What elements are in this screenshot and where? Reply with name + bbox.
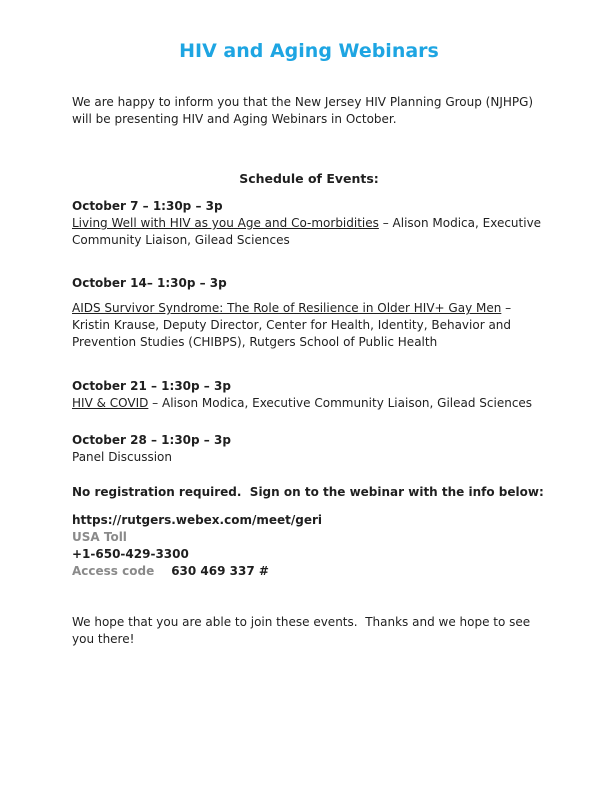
intro-paragraph: We are happy to inform you that the New Jersey HIV Planning Group (NJHPG) will be presenting HIV and Aging Webinars in October. (72, 95, 534, 126)
event-description (72, 215, 546, 249)
webinar-url: https://rutgers.webex.com/meet/geri (72, 513, 323, 527)
presenter-info: – Alison Modica, Executive Community Liaison, Gilead Sciences (148, 396, 533, 410)
session-title: HIV & COVID (72, 396, 149, 410)
registration-note: No registration required. Sign on to the webinar with the info below: (72, 485, 544, 499)
event-description (72, 449, 546, 466)
event-date: October 28 – 1:30p – 3p (72, 433, 231, 447)
usa-toll-label: USA Toll (72, 530, 127, 544)
event-date: October 14– 1:30p – 3p (72, 276, 227, 290)
phone-number: +1-650-429-3300 (72, 547, 189, 561)
event-october-21 (72, 378, 546, 412)
event-date: October 7 – 1:30p – 3p (72, 199, 223, 213)
event-october-28 (72, 432, 546, 466)
event-date: October 21 – 1:30p – 3p (72, 379, 231, 393)
closing-paragraph: We hope that you are able to join these events. Thanks and we hope to see you there! (72, 615, 534, 646)
page-title: HIV and Aging Webinars (179, 40, 439, 62)
access-code-value: 630 469 337 # (171, 564, 269, 578)
event-october-7 (72, 198, 546, 249)
session-title: Living Well with HIV as you Age and Co-morbidities (72, 216, 379, 230)
webinar-access-info (72, 512, 546, 580)
schedule-heading: Schedule of Events: (239, 171, 379, 186)
session-title: AIDS Survivor Syndrome: The Role of Resilience in Older HIV+ Gay Men (72, 301, 502, 315)
event-october-14 (72, 275, 546, 351)
access-code-line (72, 563, 546, 580)
access-code-label: Access code (72, 564, 155, 578)
presenter-info: – Alison Modica, Executive Community Liaison, Gilead Sciences (72, 216, 542, 247)
presenter-info: – Kristin Krause, Deputy Director, Center for Health, Identity, Behavior and Prevention Studies (CHIBPS), Rutgers School of Public Health (72, 301, 512, 349)
event-description (72, 395, 546, 412)
presenter-info: Panel Discussion (72, 450, 173, 464)
event-description (72, 300, 546, 351)
